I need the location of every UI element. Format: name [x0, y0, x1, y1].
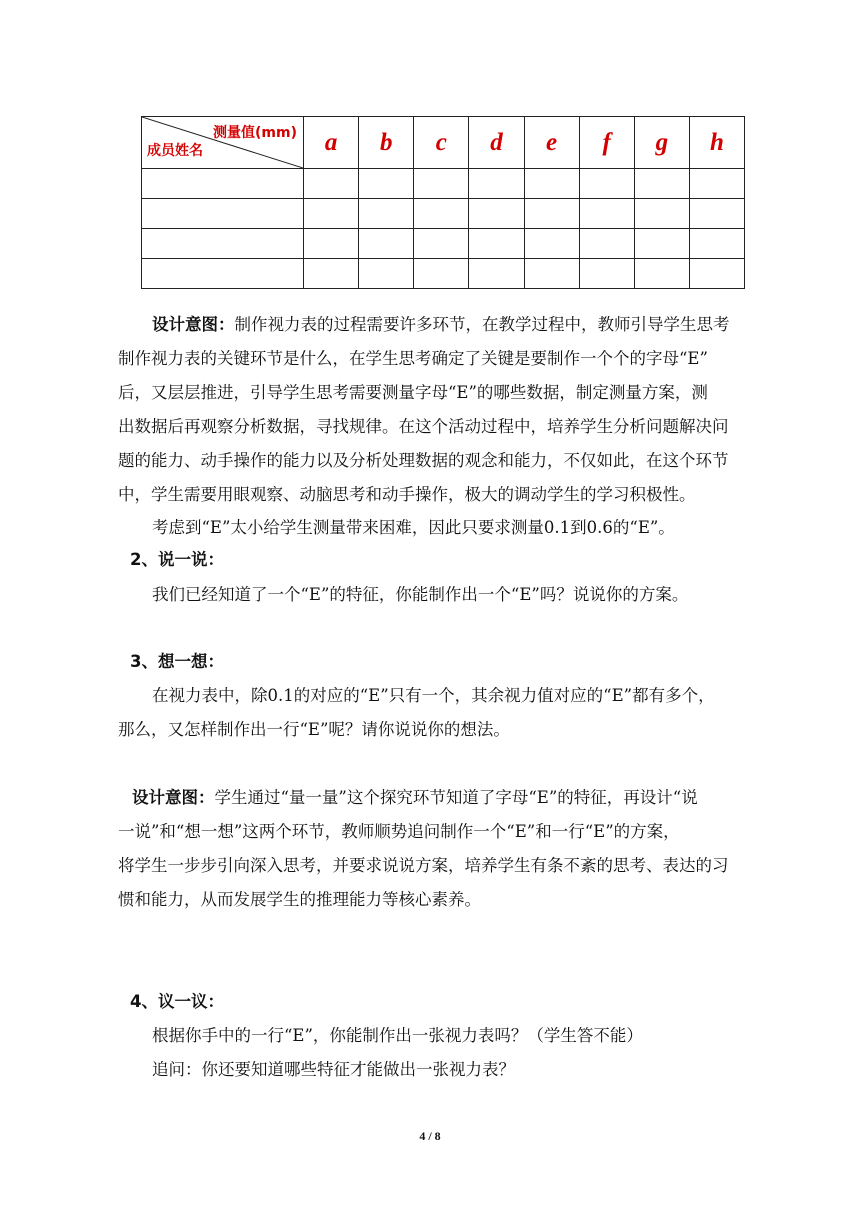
table-row	[142, 199, 745, 229]
design-intent-1-line-2: 制作视力表的关键环节是什么，在学生思考确定了关键是要制作一个个的字母“E”	[118, 349, 708, 368]
column-header-h: h	[689, 117, 744, 169]
table-cell	[469, 229, 524, 259]
section-4-line-2: 追问：你还要知道哪些特征才能做出一张视力表？	[152, 1060, 515, 1079]
section-3-heading: 3、想一想：	[130, 652, 224, 671]
table-cell	[689, 199, 744, 229]
column-header-e: e	[524, 117, 579, 169]
paragraph-text: 学生通过“量一量”这个探究环节知道了字母“E”的特征，再设计“说	[214, 788, 698, 807]
table-cell	[579, 229, 634, 259]
table-cell	[359, 229, 414, 259]
table-cell	[142, 169, 304, 199]
table-cell	[689, 259, 744, 289]
table-cell	[304, 259, 359, 289]
table-cell	[469, 199, 524, 229]
table-cell	[359, 169, 414, 199]
section-3-line-2: 那么，又怎样制作出一行“E”呢？请你说说你的想法。	[118, 720, 510, 739]
table-header-row	[142, 117, 745, 169]
table-row	[142, 169, 745, 199]
table-cell	[689, 169, 744, 199]
measurement-table	[141, 116, 745, 289]
column-header-g: g	[634, 117, 689, 169]
column-header-b: b	[359, 117, 414, 169]
table-cell	[634, 259, 689, 289]
table-cell	[634, 229, 689, 259]
table-cell	[359, 259, 414, 289]
corner-header-measure: 测量值(mm)	[213, 125, 297, 141]
table-cell	[689, 229, 744, 259]
section-3-line-1: 在视力表中，除0.1的对应的“E”只有一个，其余视力值对应的“E”都有多个，	[152, 686, 715, 705]
table-cell	[634, 169, 689, 199]
table-cell	[469, 259, 524, 289]
table-cell	[142, 259, 304, 289]
table-cell	[524, 259, 579, 289]
section-4-heading: 4、议一议：	[130, 992, 224, 1011]
table-row	[142, 259, 745, 289]
table-cell	[359, 199, 414, 229]
design-intent-label: 设计意图：	[152, 315, 235, 334]
design-intent-1-line-6: 中，学生需要用眼观察、动脑思考和动手操作，极大的调动学生的学习积极性。	[118, 485, 696, 504]
page-number: 4 / 8	[419, 1129, 441, 1143]
design-intent-1-line-4: 出数据后再观察分析数据，寻找规律。在这个活动过程中，培养学生分析问题解决问	[118, 417, 729, 436]
column-header-a: a	[304, 117, 359, 169]
table-cell	[579, 259, 634, 289]
design-intent-label: 设计意图：	[132, 788, 215, 807]
design-intent-2-line-3: 将学生一步步引向深入思考，并要求说说方案，培养学生有条不紊的思考、表达的习	[118, 856, 729, 875]
column-header-f: f	[579, 117, 634, 169]
table-cell	[524, 229, 579, 259]
table-cell	[524, 169, 579, 199]
table-cell	[304, 169, 359, 199]
table-cell	[524, 199, 579, 229]
design-intent-1-line-3: 后，又层层推进，引导学生思考需要测量字母“E”的哪些数据，制定测量方案，测	[118, 383, 708, 402]
table-cell	[142, 199, 304, 229]
paragraph-text: 制作视力表的过程需要许多环节，在教学过程中，教师引导学生思考	[234, 315, 730, 334]
table-cell	[579, 169, 634, 199]
corner-header-name: 成员姓名	[147, 143, 203, 159]
design-intent-1-line-1	[152, 315, 730, 335]
section-2-text: 我们已经知道了一个“E”的特征，你能制作出一个“E”吗？说说你的方案。	[152, 585, 689, 604]
column-header-c: c	[414, 117, 469, 169]
table-cell	[414, 229, 469, 259]
table-cell	[414, 199, 469, 229]
section-4-line-1: 根据你手中的一行“E”，你能制作出一张视力表吗？（学生答不能）	[152, 1026, 643, 1045]
design-intent-1-line-5: 题的能力、动手操作的能力以及分析处理数据的观念和能力，不仅如此，在这个环节	[118, 451, 729, 470]
table-cell	[304, 229, 359, 259]
table-cell	[142, 229, 304, 259]
table-cell	[634, 199, 689, 229]
table-cell	[304, 199, 359, 229]
table-cell	[414, 259, 469, 289]
table-cell	[469, 169, 524, 199]
design-intent-2-line-4: 惯和能力，从而发展学生的推理能力等核心素养。	[118, 890, 481, 909]
table-corner-cell	[142, 117, 304, 169]
design-intent-2-line-1	[132, 788, 698, 808]
design-intent-1-line-7: 考虑到“E”太小给学生测量带来困难，因此只要求测量0.1到0.6的“E”。	[152, 518, 675, 537]
design-intent-2-line-2: 一说”和“想一想”这两个环节，教师顺势追问制作一个“E”和一行“E”的方案，	[118, 822, 680, 841]
column-header-d: d	[469, 117, 524, 169]
section-2-heading: 2、说一说：	[130, 550, 224, 569]
table-row	[142, 229, 745, 259]
table-cell	[414, 169, 469, 199]
table-cell	[579, 199, 634, 229]
